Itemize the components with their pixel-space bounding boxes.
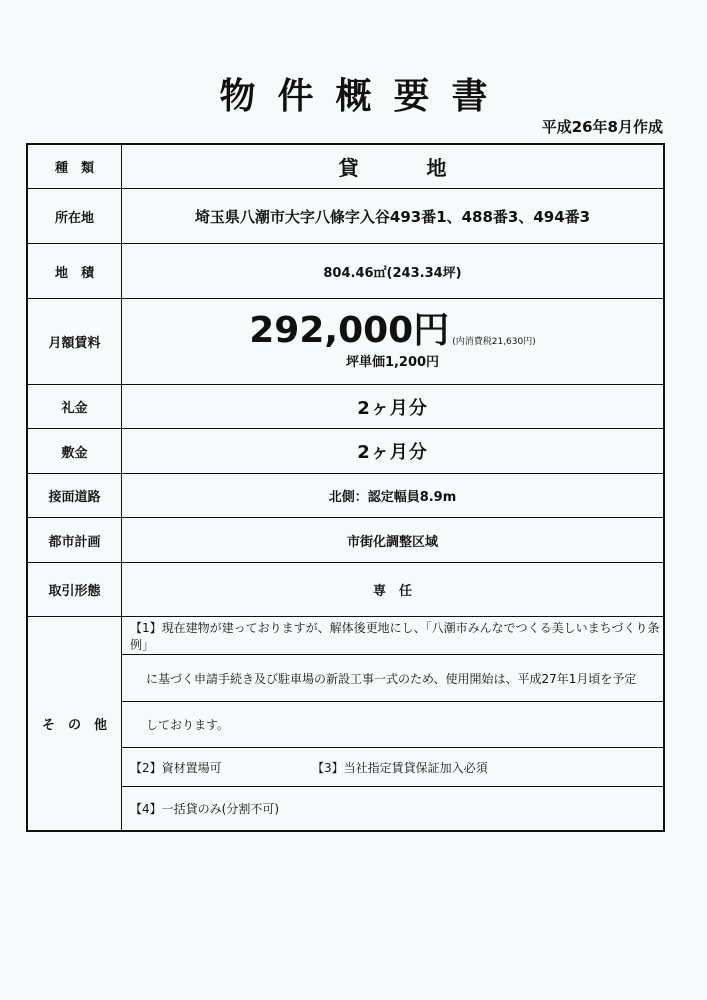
row-road [28, 474, 663, 518]
label-location: 所在地 [28, 189, 122, 243]
note-lease: 【4】一括貸のみ(分割不可) [130, 802, 279, 816]
row-rent [28, 299, 663, 385]
other-text-3: しております。 [146, 718, 230, 732]
row-location [28, 189, 663, 244]
label-other: そ の 他 [28, 617, 122, 830]
note-storage: 【2】資材置場可 [130, 760, 222, 775]
rent-unit-price: 坪単価1,200円 [345, 355, 440, 370]
rent-amount: 292,000円 [249, 310, 450, 351]
document-title: 物件概要書 [219, 76, 510, 117]
other-line-3 [122, 702, 663, 748]
property-summary-table [26, 143, 665, 832]
row-city-plan [28, 518, 663, 563]
other-line-5 [122, 787, 663, 830]
value-location: 埼玉県八潮市大字八條字入谷493番1、488番3、494番3 [194, 207, 591, 226]
value-key-money: 2ヶ月分 [357, 397, 428, 419]
label-key-money: 礼金 [28, 385, 122, 428]
label-transaction: 取引形態 [28, 563, 122, 616]
label-deposit: 敷金 [28, 429, 122, 473]
row-key-money [28, 385, 663, 429]
label-road: 接面道路 [28, 474, 122, 517]
row-deposit [28, 429, 663, 474]
rent-tax-note: (内消費税21,630円) [452, 337, 536, 347]
note-guarantee: 【3】当社指定賃貸保証加入必須 [312, 760, 488, 775]
row-transaction [28, 563, 663, 617]
creation-date: 平成26年8月作成 [541, 118, 663, 136]
value-kind: 貸 地 [338, 156, 471, 180]
other-text-2: に基づく申請手続き及び駐車場の新設工事一式のため、使用開始は、平成27年1月頃を予定 [146, 671, 637, 686]
other-text-1: 【1】現在建物が建っておりますが、解体後更地にし、「八潮市みんなでつくる美しいまちづくり条例」 [130, 620, 660, 652]
other-line-4 [122, 748, 663, 787]
label-kind: 種 類 [28, 145, 122, 188]
label-rent: 月額賃料 [28, 299, 122, 384]
row-kind [28, 145, 663, 189]
other-line-1 [122, 617, 663, 655]
value-deposit: 2ヶ月分 [357, 442, 428, 463]
value-rent [122, 299, 663, 384]
value-city-plan: 市街化調整区域 [346, 534, 438, 550]
row-other [28, 617, 663, 830]
row-area [28, 244, 663, 299]
value-transaction: 専 任 [372, 584, 412, 599]
label-area: 地 積 [28, 244, 122, 298]
other-line-2 [122, 655, 663, 702]
label-city-plan: 都市計画 [28, 518, 122, 562]
value-area: 804.46㎡(243.34坪) [323, 265, 462, 281]
value-road: 北側：認定幅員8.9m [328, 490, 457, 505]
